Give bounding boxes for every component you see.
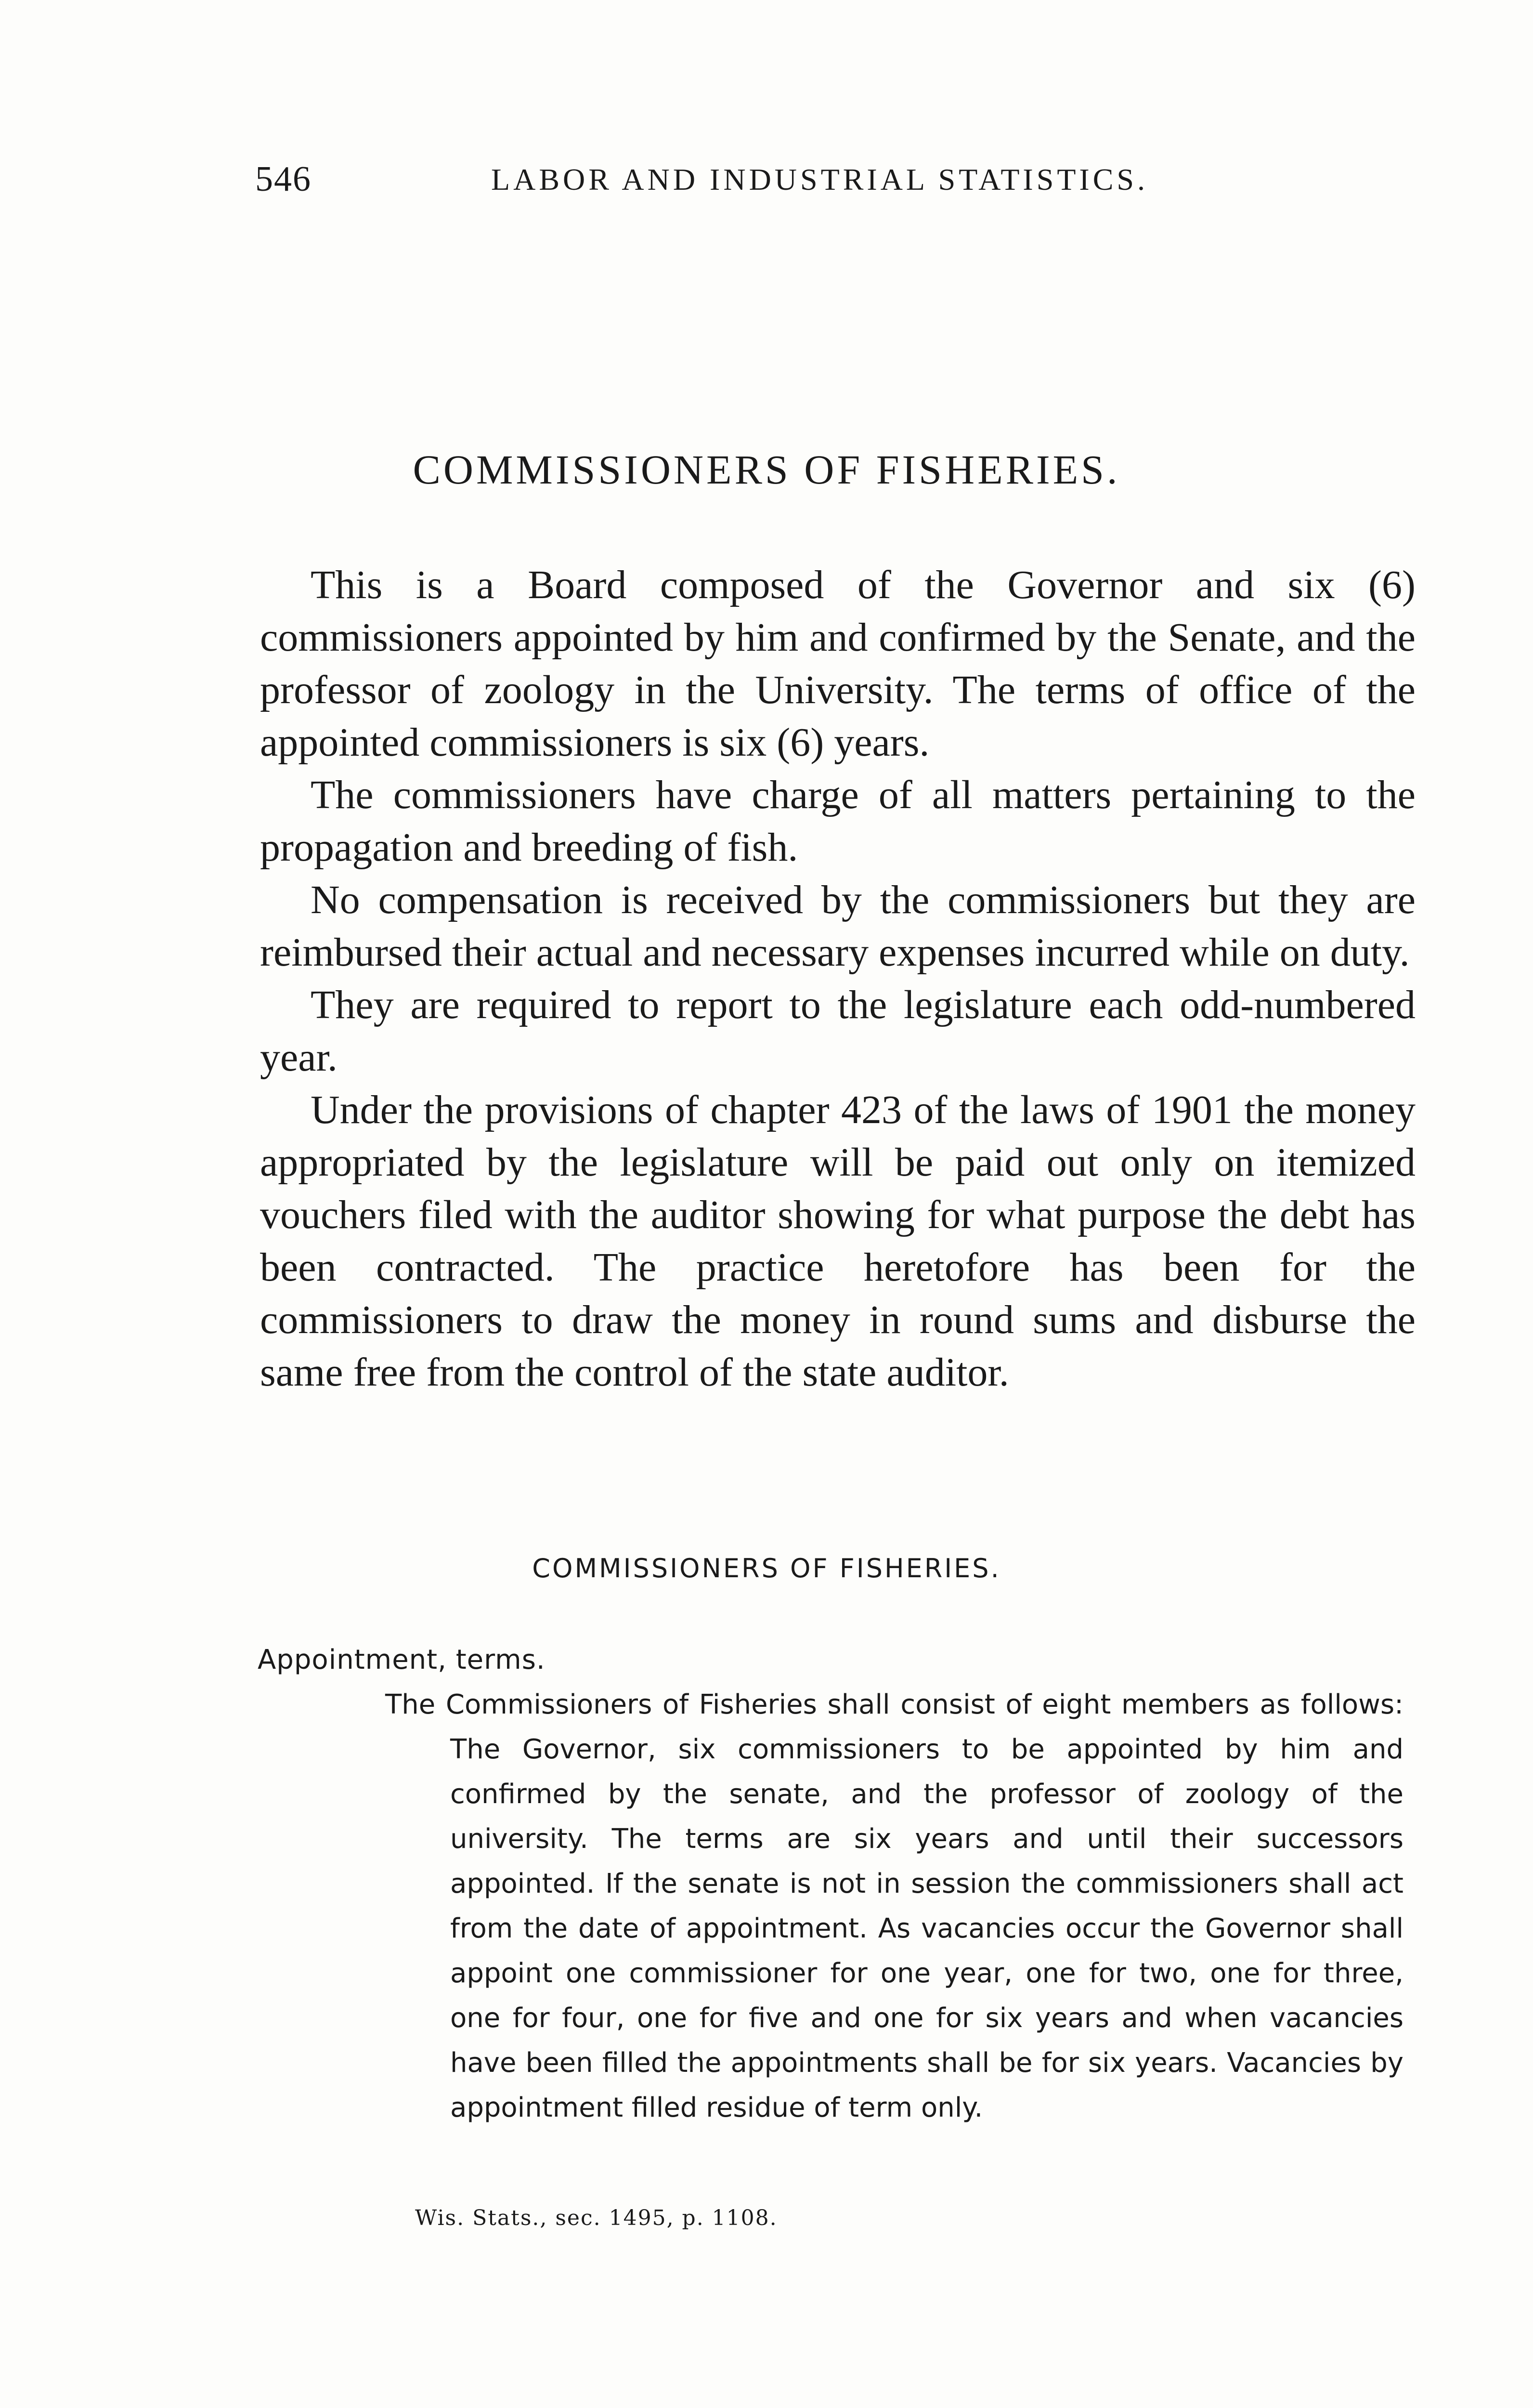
- paragraph: Under the provisions of chapter 423 of the laws of 1901 the money appropriated by the legislature will be paid out only on itemized vouchers filed with the auditor showing for what purpose the debt has been contracted. The practice heretofore has been for the commissioners to draw the money in round sums and disburse the same free from the control of the state auditor.: [260, 1087, 1416, 1395]
- paragraph: They are required to report to the legislature each odd-numbered year.: [260, 982, 1416, 1080]
- running-header: [255, 159, 1218, 212]
- page-number: 546: [255, 159, 312, 199]
- paragraph: No compensation is received by the commissioners but they are reimbursed their actual and necessary expenses incurred while on duty.: [260, 877, 1416, 975]
- statute-citation: Wis. Stats., sec. 1495, p. 1108.: [415, 2206, 778, 2230]
- statute-text: The Commissioners of Fisheries shall consist of eight members as follows: The Governor, six commissioners to be appointed by him and confirmed by the senate, and the professor of zoology of the university. The terms are six years and until their successors appointed. If the senate is not in session the commissioners shall act from the date of appointment. As vacancies occur the Governor shall appoint one commissioner for one year, one for two, one for three, one for four, one for five and one for six years and when vacancies have been filled the appointments shall be for six years. Vacancies by appointment filled residue of term only.: [385, 1689, 1403, 2123]
- statute-title: COMMISSIONERS OF FISHERIES.: [532, 1553, 1001, 1584]
- section-title: COMMISSIONERS OF FISHERIES.: [413, 446, 1120, 493]
- statute-block: [258, 1637, 1413, 2130]
- statute-heading: Appointment, terms.: [258, 1644, 546, 1675]
- intro-text: [260, 559, 1416, 1399]
- paragraph: The commissioners have charge of all matters pertaining to the propagation and breeding of fish.: [260, 772, 1416, 870]
- running-title: LABOR AND INDUSTRIAL STATISTICS.: [491, 162, 1148, 196]
- paragraph: This is a Board composed of the Governor and six (6) commissioners appointed by him and confirmed by the Senate, and the professor of zoology in the University. The terms of office of the appointed commissioners is six (6) years.: [260, 563, 1416, 765]
